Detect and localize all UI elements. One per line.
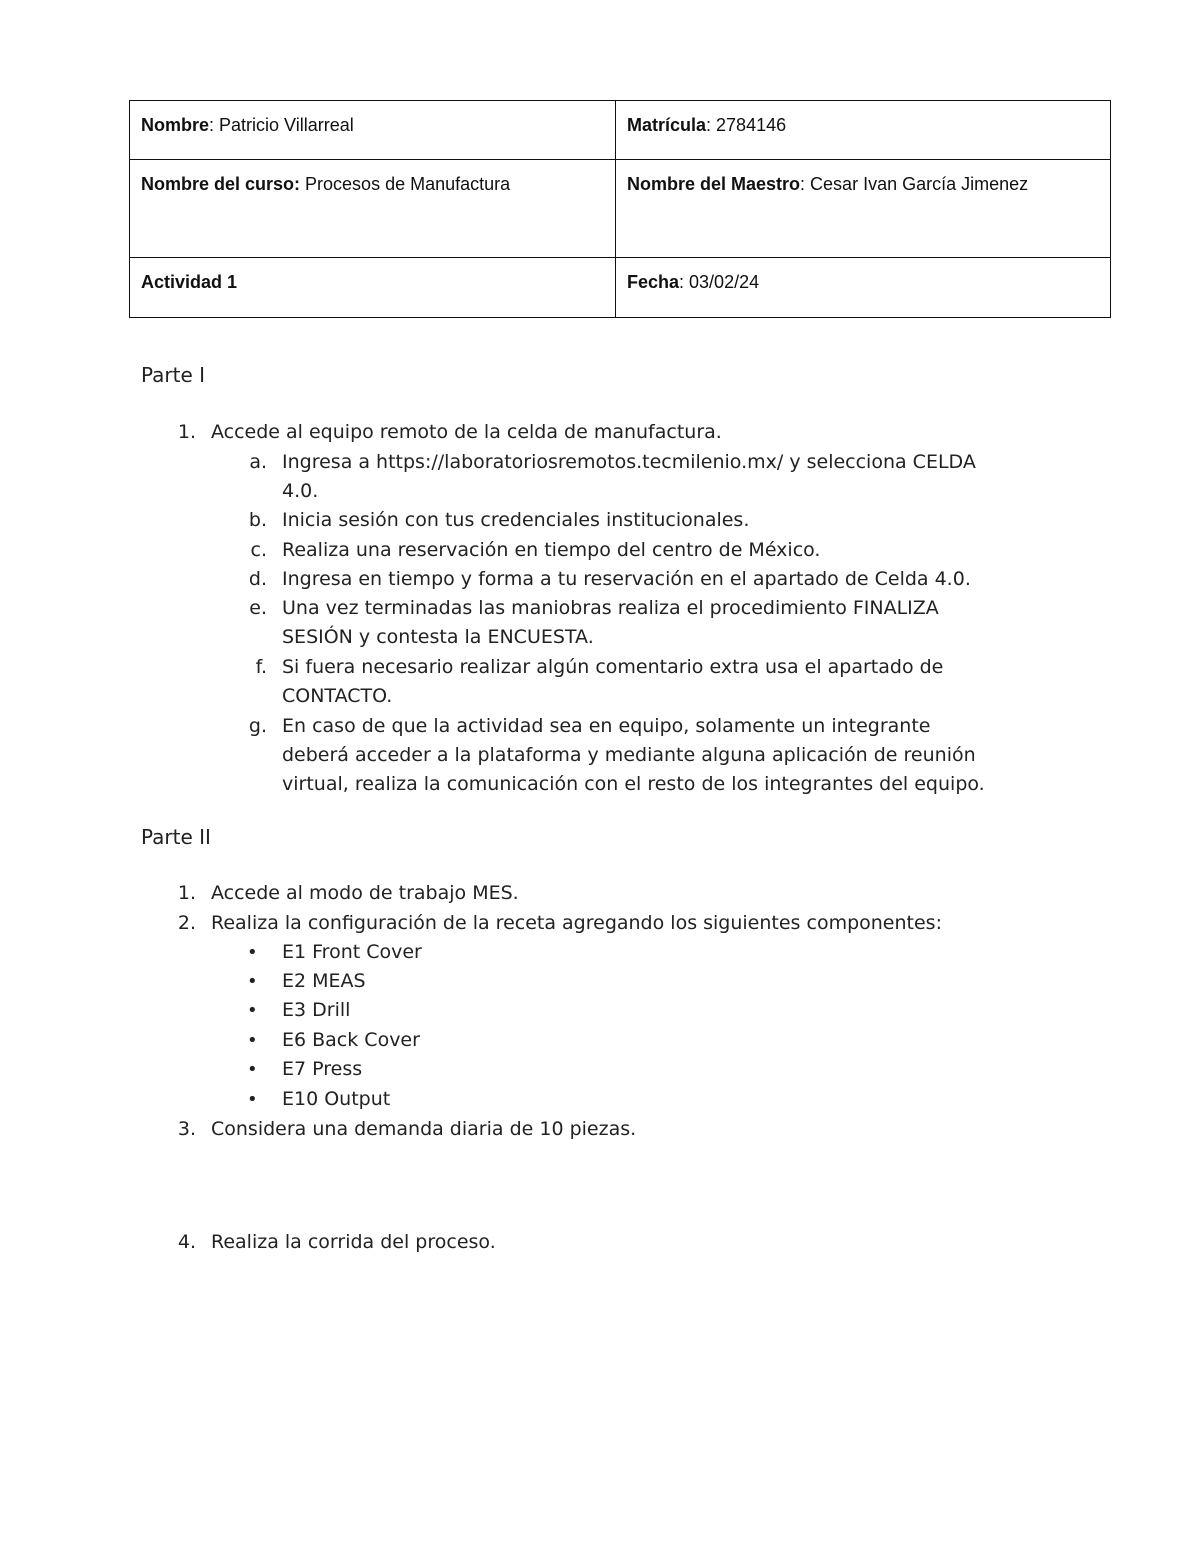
subitem-g-line-2: deberá acceder a la plataforma y mediante alguna aplicación de reunión bbox=[282, 744, 976, 766]
parte-1-heading: Parte I bbox=[141, 363, 206, 387]
matricula-value: : 2784146 bbox=[706, 115, 787, 135]
component-e7: E7 Press bbox=[282, 1058, 363, 1080]
bullet-icon: • bbox=[247, 942, 258, 963]
bullet-icon: • bbox=[247, 1089, 258, 1110]
bullet-icon: • bbox=[247, 971, 258, 992]
parte2-item-4-number: 4. bbox=[177, 1231, 196, 1253]
subitem-e-letter: e. bbox=[249, 597, 267, 619]
subitem-a-line-1: Ingresa a https://laboratoriosremotos.tecmilenio.mx/ y selecciona CELDA bbox=[282, 451, 976, 473]
parte2-item-4-text: Realiza la corrida del proceso. bbox=[211, 1231, 496, 1253]
maestro-label: Nombre del Maestro bbox=[627, 174, 801, 194]
parte2-item-1-text: Accede al modo de trabajo MES. bbox=[211, 882, 519, 904]
bullet-icon: • bbox=[247, 1030, 258, 1051]
subitem-g-line-1: En caso de que la actividad sea en equipo, solamente un integrante bbox=[282, 715, 931, 737]
parte2-item-2-text: Realiza la configuración de la receta agregando los siguientes componentes: bbox=[211, 912, 942, 934]
parte2-item-1-number: 1. bbox=[177, 882, 196, 904]
component-e6: E6 Back Cover bbox=[282, 1029, 420, 1051]
bullet-icon: • bbox=[247, 1000, 258, 1021]
header-table bbox=[129, 100, 1111, 318]
cell-fecha bbox=[616, 258, 1111, 318]
subitem-f-line-1: Si fuera necesario realizar algún comentario extra usa el apartado de bbox=[282, 656, 944, 678]
subitem-g-letter: g. bbox=[248, 715, 267, 737]
cell-curso bbox=[130, 160, 616, 258]
subitem-a-letter: a. bbox=[249, 451, 267, 473]
nombre-value: : Patricio Villarreal bbox=[209, 115, 354, 135]
curso-label: Nombre del curso: bbox=[141, 174, 301, 194]
curso-value: Procesos de Manufactura bbox=[300, 174, 511, 194]
component-e3: E3 Drill bbox=[282, 999, 351, 1021]
subitem-f-line-2: CONTACTO. bbox=[282, 685, 393, 707]
subitem-d-line-1: Ingresa en tiempo y forma a tu reservación en el apartado de Celda 4.0. bbox=[282, 568, 971, 590]
subitem-e-line-1: Una vez terminadas las maniobras realiza el procedimiento FINALIZA bbox=[282, 597, 939, 619]
subitem-d-letter: d. bbox=[248, 568, 267, 590]
subitem-f-letter: f. bbox=[255, 656, 267, 678]
subitem-g-line-3: virtual, realiza la comunicación con el resto de los integrantes del equipo. bbox=[282, 773, 985, 795]
parte-2-heading: Parte II bbox=[141, 825, 211, 849]
fecha-value: : 03/02/24 bbox=[679, 272, 760, 292]
parte2-item-2-number: 2. bbox=[177, 912, 196, 934]
subitem-c-line-1: Realiza una reservación en tiempo del centro de México. bbox=[282, 539, 821, 561]
cell-actividad bbox=[130, 258, 616, 318]
component-e1: E1 Front Cover bbox=[282, 941, 422, 963]
matricula-label: Matrícula bbox=[627, 115, 707, 135]
actividad-label: Actividad 1 bbox=[141, 272, 238, 292]
subitem-a-line-2: 4.0. bbox=[282, 480, 319, 502]
cell-matricula bbox=[616, 101, 1111, 160]
subitem-b-letter: b. bbox=[248, 509, 267, 531]
cell-maestro bbox=[616, 160, 1111, 258]
bullet-icon: • bbox=[247, 1059, 258, 1080]
fecha-label: Fecha bbox=[627, 272, 680, 292]
parte1-item-1-number: 1. bbox=[177, 421, 196, 443]
maestro-value: : Cesar Ivan García Jimenez bbox=[800, 174, 1029, 194]
parte2-item-3-text: Considera una demanda diaria de 10 piezas. bbox=[211, 1118, 637, 1140]
cell-nombre bbox=[130, 101, 616, 160]
parte2-item-3-number: 3. bbox=[177, 1118, 196, 1140]
subitem-b-line-1: Inicia sesión con tus credenciales institucionales. bbox=[282, 509, 750, 531]
component-e10: E10 Output bbox=[282, 1088, 391, 1110]
subitem-c-letter: c. bbox=[250, 539, 267, 561]
component-e2: E2 MEAS bbox=[282, 970, 366, 992]
parte1-item-1-text: Accede al equipo remoto de la celda de manufactura. bbox=[211, 421, 722, 443]
nombre-label: Nombre bbox=[141, 115, 210, 135]
subitem-e-line-2: SESIÓN y contesta la ENCUESTA. bbox=[282, 626, 594, 648]
